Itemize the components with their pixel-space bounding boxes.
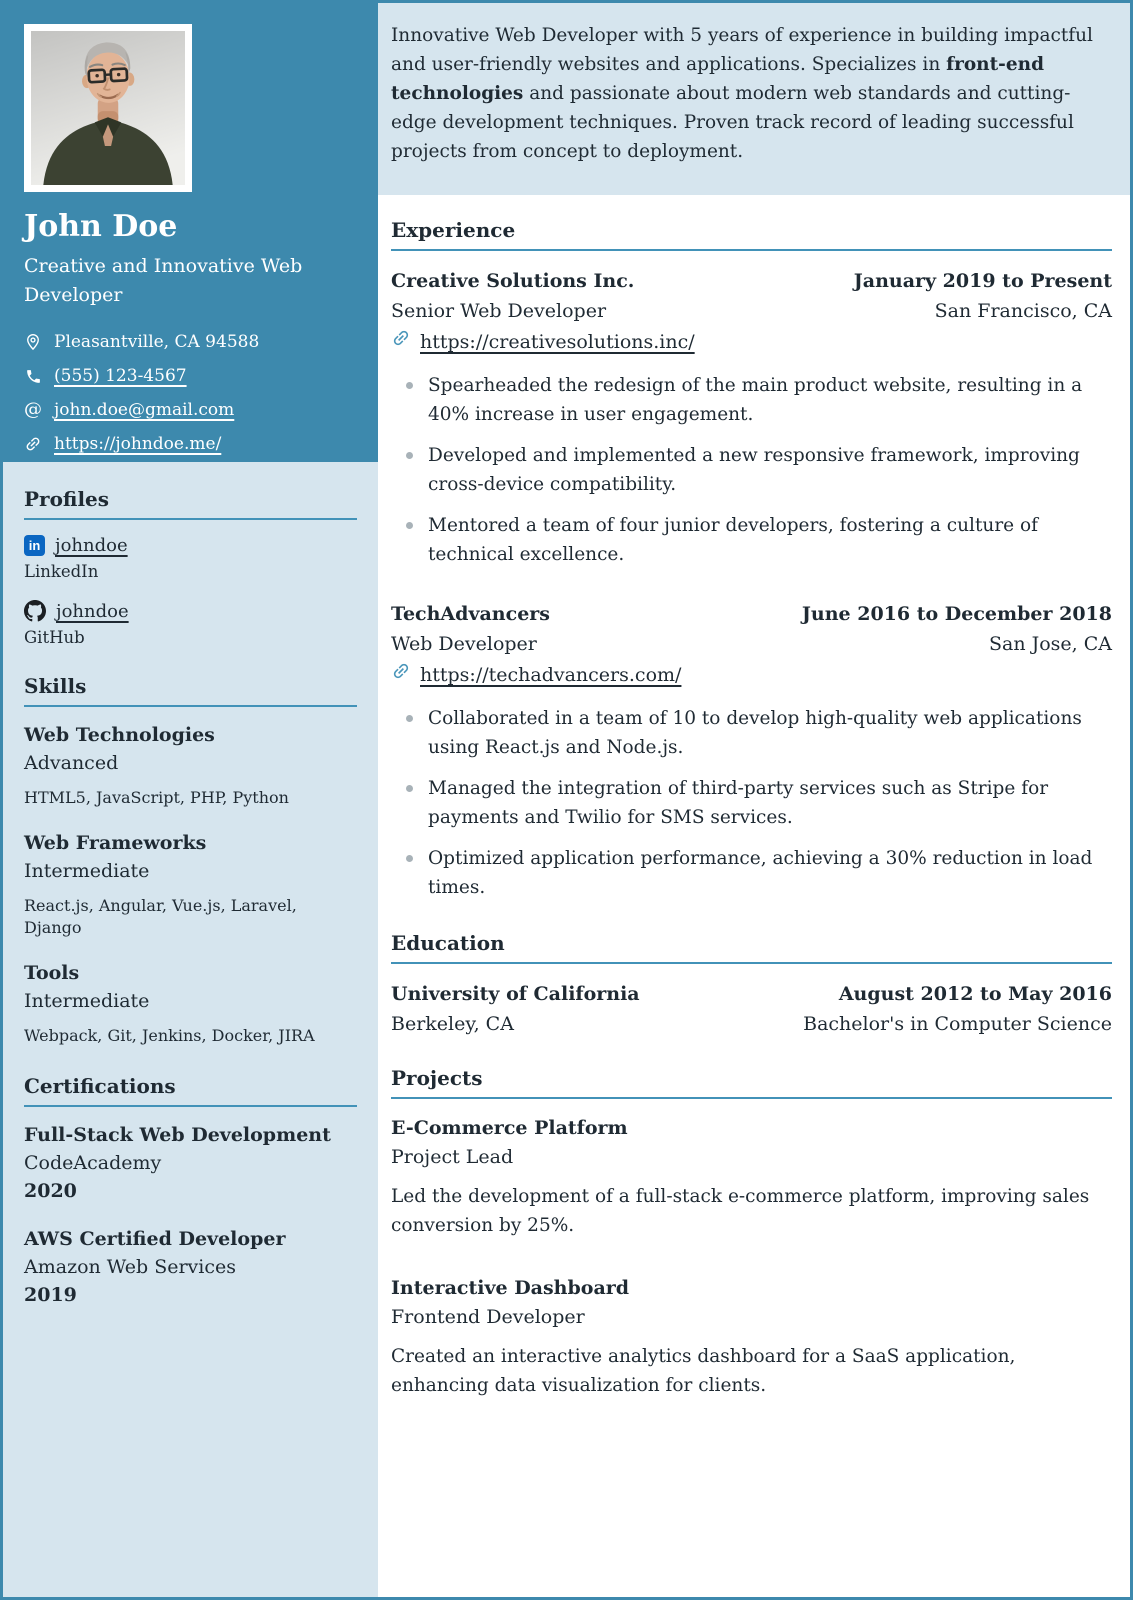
profile-github bbox=[24, 600, 357, 647]
skills-section bbox=[24, 673, 357, 1047]
certifications-section bbox=[24, 1073, 357, 1309]
location-text: Pleasantville, CA 94588 bbox=[54, 332, 260, 352]
job-title: Senior Web Developer bbox=[391, 300, 607, 322]
github-network-label: GitHub bbox=[24, 628, 85, 647]
company-name: TechAdvancers bbox=[391, 603, 550, 625]
portrait-illustration bbox=[31, 31, 185, 185]
phone-icon bbox=[24, 367, 42, 385]
summary-bold-phrase: front-end technologies bbox=[391, 54, 1045, 104]
sidebar bbox=[3, 3, 378, 1597]
skill-keywords: Webpack, Git, Jenkins, Docker, JIRA bbox=[24, 1026, 315, 1045]
skill-item bbox=[24, 960, 357, 1047]
job-location: San Jose, CA bbox=[988, 633, 1112, 655]
skills-heading: Skills bbox=[24, 673, 357, 707]
job-location: San Francisco, CA bbox=[934, 300, 1112, 322]
experience-bullet: Developed and implemented a new responsive framework, improving cross-device compatibility. bbox=[391, 441, 1112, 499]
summary-text bbox=[391, 21, 1112, 166]
linkedin-network-label: LinkedIn bbox=[24, 562, 99, 581]
skill-level: Intermediate bbox=[24, 860, 150, 882]
experience-bullet: Managed the integration of third-party services such as Stripe for payments and Twilio for SMS services. bbox=[391, 774, 1112, 832]
project-role: Project Lead bbox=[391, 1146, 514, 1168]
experience-bullet: Spearheaded the redesign of the main product website, resulting in a 40% increase in user engagement. bbox=[391, 371, 1112, 429]
date-range: January 2019 to Present bbox=[853, 270, 1112, 292]
skill-level: Intermediate bbox=[24, 990, 150, 1012]
experience-bullet: Mentored a team of four junior developers, fostering a culture of technical excellence. bbox=[391, 511, 1112, 569]
profiles-heading: Profiles bbox=[24, 486, 357, 520]
profile-photo bbox=[24, 24, 192, 192]
company-website-row bbox=[391, 328, 1112, 356]
contact-email bbox=[24, 400, 357, 420]
github-icon bbox=[24, 600, 46, 622]
projects-heading: Projects bbox=[391, 1065, 1112, 1099]
company-website-link[interactable]: https://techadvancers.com/ bbox=[420, 664, 682, 686]
certification-item bbox=[24, 1122, 357, 1205]
certification-year: 2019 bbox=[24, 1284, 77, 1306]
contact-list bbox=[24, 332, 357, 454]
project-name: E-Commerce Platform bbox=[391, 1117, 628, 1139]
project-role: Frontend Developer bbox=[391, 1306, 585, 1328]
education-section bbox=[391, 930, 1112, 1039]
certification-name: AWS Certified Developer bbox=[24, 1228, 286, 1250]
skill-keywords: HTML5, JavaScript, PHP, Python bbox=[24, 788, 289, 807]
skill-item bbox=[24, 830, 357, 939]
experience-bullet: Collaborated in a team of 10 to develop high-quality web applications using React.js and Node.js. bbox=[391, 704, 1112, 762]
linkedin-username-link[interactable]: johndoe bbox=[55, 535, 128, 556]
link-icon bbox=[391, 661, 411, 689]
contact-website bbox=[24, 434, 357, 454]
experience-item bbox=[391, 599, 1112, 902]
skill-keywords: React.js, Angular, Vue.js, Laravel, Django bbox=[24, 896, 297, 937]
link-icon bbox=[24, 435, 42, 453]
experience-item bbox=[391, 266, 1112, 569]
summary-text-part: and passionate about modern web standards and cutting-edge development techniques. Proven track record of leading successful projects from concept to deployment. bbox=[391, 83, 1074, 162]
certifications-heading: Certifications bbox=[24, 1073, 357, 1107]
certification-year: 2020 bbox=[24, 1180, 77, 1202]
project-description: Created an interactive analytics dashboard for a SaaS application, enhancing data visualization for clients. bbox=[391, 1346, 1016, 1396]
link-icon bbox=[391, 328, 411, 356]
profiles-section bbox=[24, 486, 357, 647]
person-headline: Creative and Innovative Web Developer bbox=[24, 255, 303, 306]
company-website-row bbox=[391, 661, 1112, 689]
website-link[interactable]: https://johndoe.me/ bbox=[54, 434, 222, 454]
certification-issuer: Amazon Web Services bbox=[24, 1256, 237, 1278]
location-pin-icon bbox=[24, 333, 42, 351]
project-item bbox=[391, 1274, 1112, 1400]
project-name: Interactive Dashboard bbox=[391, 1277, 630, 1299]
profile-linkedin bbox=[24, 535, 357, 581]
email-link[interactable]: john.doe@gmail.com bbox=[54, 400, 235, 420]
skill-item bbox=[24, 722, 357, 809]
summary-section bbox=[378, 3, 1130, 195]
summary-text-part: Innovative Web Developer with 5 years of experience in building impactful and user-friendly websites and applications. Specializes in bbox=[391, 25, 1093, 75]
job-title: Web Developer bbox=[391, 633, 537, 655]
contact-location bbox=[24, 332, 357, 352]
experience-heading: Experience bbox=[391, 217, 1112, 251]
experience-section bbox=[391, 217, 1112, 902]
experience-bullet: Optimized application performance, achieving a 30% reduction in load times. bbox=[391, 844, 1112, 902]
project-item bbox=[391, 1114, 1112, 1240]
github-username-link[interactable]: johndoe bbox=[56, 600, 129, 622]
phone-link[interactable]: (555) 123-4567 bbox=[54, 366, 187, 386]
project-description: Led the development of a full-stack e-commerce platform, improving sales conversion by 25%. bbox=[391, 1186, 1090, 1236]
skill-level: Advanced bbox=[24, 752, 119, 774]
projects-section bbox=[391, 1065, 1112, 1400]
experience-bullets bbox=[391, 371, 1112, 569]
education-heading: Education bbox=[391, 930, 1112, 964]
certification-name: Full-Stack Web Development bbox=[24, 1124, 331, 1146]
skill-name: Web Frameworks bbox=[24, 832, 207, 854]
certification-item bbox=[24, 1226, 357, 1309]
skill-name: Tools bbox=[24, 962, 80, 984]
main-content bbox=[378, 195, 1130, 1400]
at-sign-icon: @ bbox=[24, 399, 42, 420]
sidebar-body bbox=[3, 462, 378, 1597]
linkedin-icon: in bbox=[24, 535, 45, 556]
contact-phone bbox=[24, 366, 357, 386]
person-name: John Doe bbox=[24, 209, 178, 244]
company-name: Creative Solutions Inc. bbox=[391, 270, 635, 292]
education-degree: Bachelor's in Computer Science bbox=[803, 1013, 1112, 1035]
certification-issuer: CodeAcademy bbox=[24, 1152, 162, 1174]
education-dates: August 2012 to May 2016 bbox=[838, 983, 1112, 1005]
main-column bbox=[378, 3, 1130, 1597]
sidebar-header bbox=[3, 3, 378, 462]
education-location: Berkeley, CA bbox=[391, 1013, 514, 1035]
experience-bullets bbox=[391, 704, 1112, 902]
skill-name: Web Technologies bbox=[24, 724, 215, 746]
company-website-link[interactable]: https://creativesolutions.inc/ bbox=[420, 331, 695, 353]
institution-name: University of California bbox=[391, 983, 640, 1005]
date-range: June 2016 to December 2018 bbox=[801, 603, 1112, 625]
